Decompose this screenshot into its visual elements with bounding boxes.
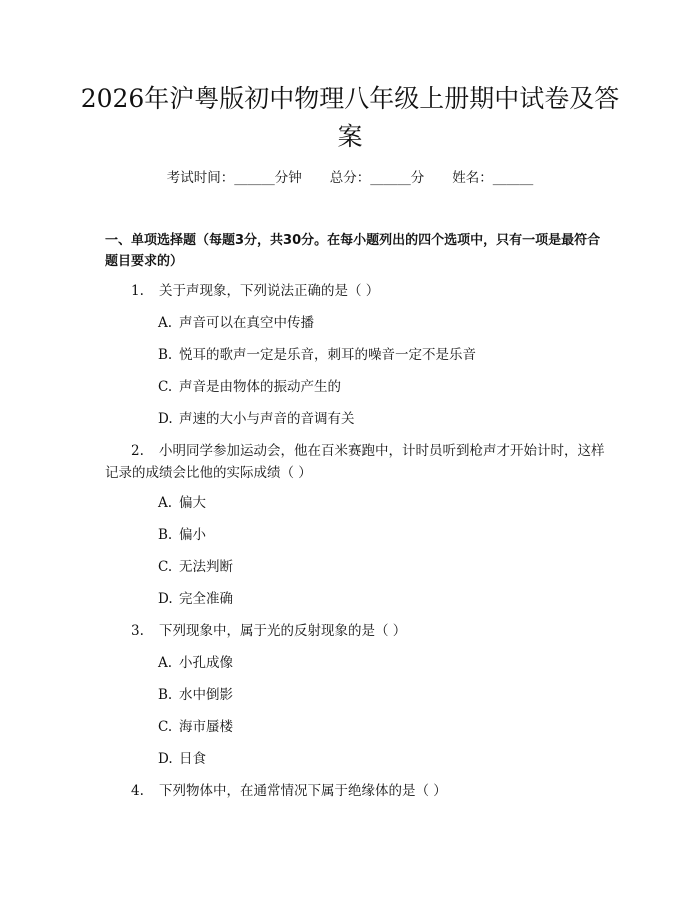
question-3-option-d: [158, 748, 206, 770]
option-letter: A.: [158, 315, 173, 331]
option-letter: B.: [158, 527, 173, 543]
question-2-option-a: [158, 492, 206, 514]
option-text: 无法判断: [179, 559, 233, 575]
question-1-option-b: [158, 344, 476, 366]
question-stem: 关于声现象，下列说法正确的是（ ）: [159, 283, 380, 299]
question-4: [105, 780, 605, 802]
option-letter: D.: [158, 751, 173, 767]
question-stem: 小明同学参加运动会，他在百米赛跑中，计时员听到枪声才开始计时，这样记录的成绩会比他的实际成绩（ ）: [105, 443, 605, 481]
question-2-option-c: [158, 556, 233, 578]
question-1-option-d: [158, 408, 355, 430]
question-1: [105, 280, 605, 302]
exam-info-line: [0, 168, 700, 188]
question-3: [105, 620, 605, 642]
question-1-option-c: [158, 376, 341, 398]
question-number: 2.: [131, 443, 144, 459]
option-letter: A.: [158, 495, 173, 511]
question-2: [105, 440, 605, 484]
question-stem: 下列物体中，在通常情况下属于绝缘体的是（ ）: [159, 783, 447, 799]
option-text: 偏小: [179, 527, 206, 543]
question-3-option-b: [158, 684, 233, 706]
option-letter: C.: [158, 559, 173, 575]
option-text: 日食: [179, 751, 206, 767]
page-title: 2026年沪粤版初中物理八年级上册期中试卷及答案: [80, 84, 620, 151]
section-heading: 一、单项选择题（每题3分，共30分。在每小题列出的四个选项中，只有一项是最符合题目要求的）: [105, 233, 601, 269]
option-letter: D.: [158, 591, 173, 607]
option-text: 完全准确: [179, 591, 233, 607]
exam-time-field: 考试时间：______分钟: [166, 170, 302, 186]
option-text: 悦耳的歌声一定是乐音，刺耳的噪音一定不是乐音: [179, 347, 476, 363]
question-number: 1.: [131, 283, 144, 299]
option-letter: D.: [158, 411, 173, 427]
question-stem: 下列现象中，属于光的反射现象的是（ ）: [159, 623, 407, 639]
option-letter: B.: [158, 687, 173, 703]
option-text: 声音是由物体的振动产生的: [179, 379, 341, 395]
student-name-field: 姓名：______: [452, 170, 534, 186]
question-3-option-a: [158, 652, 233, 674]
option-letter: C.: [158, 379, 173, 395]
option-text: 小孔成像: [179, 655, 233, 671]
question-1-option-a: [158, 312, 314, 334]
option-letter: B.: [158, 347, 173, 363]
option-text: 水中倒影: [179, 687, 233, 703]
option-text: 偏大: [179, 495, 206, 511]
option-text: 声速的大小与声音的音调有关: [179, 411, 355, 427]
question-2-option-d: [158, 588, 233, 610]
question-2-option-b: [158, 524, 206, 546]
question-3-option-c: [158, 716, 233, 738]
total-score-field: 总分：______分: [329, 170, 425, 186]
option-text: 声音可以在真空中传播: [179, 315, 314, 331]
question-number: 4.: [131, 783, 144, 799]
question-number: 3.: [131, 623, 144, 639]
option-letter: C.: [158, 719, 173, 735]
option-text: 海市蜃楼: [179, 719, 233, 735]
option-letter: A.: [158, 655, 173, 671]
